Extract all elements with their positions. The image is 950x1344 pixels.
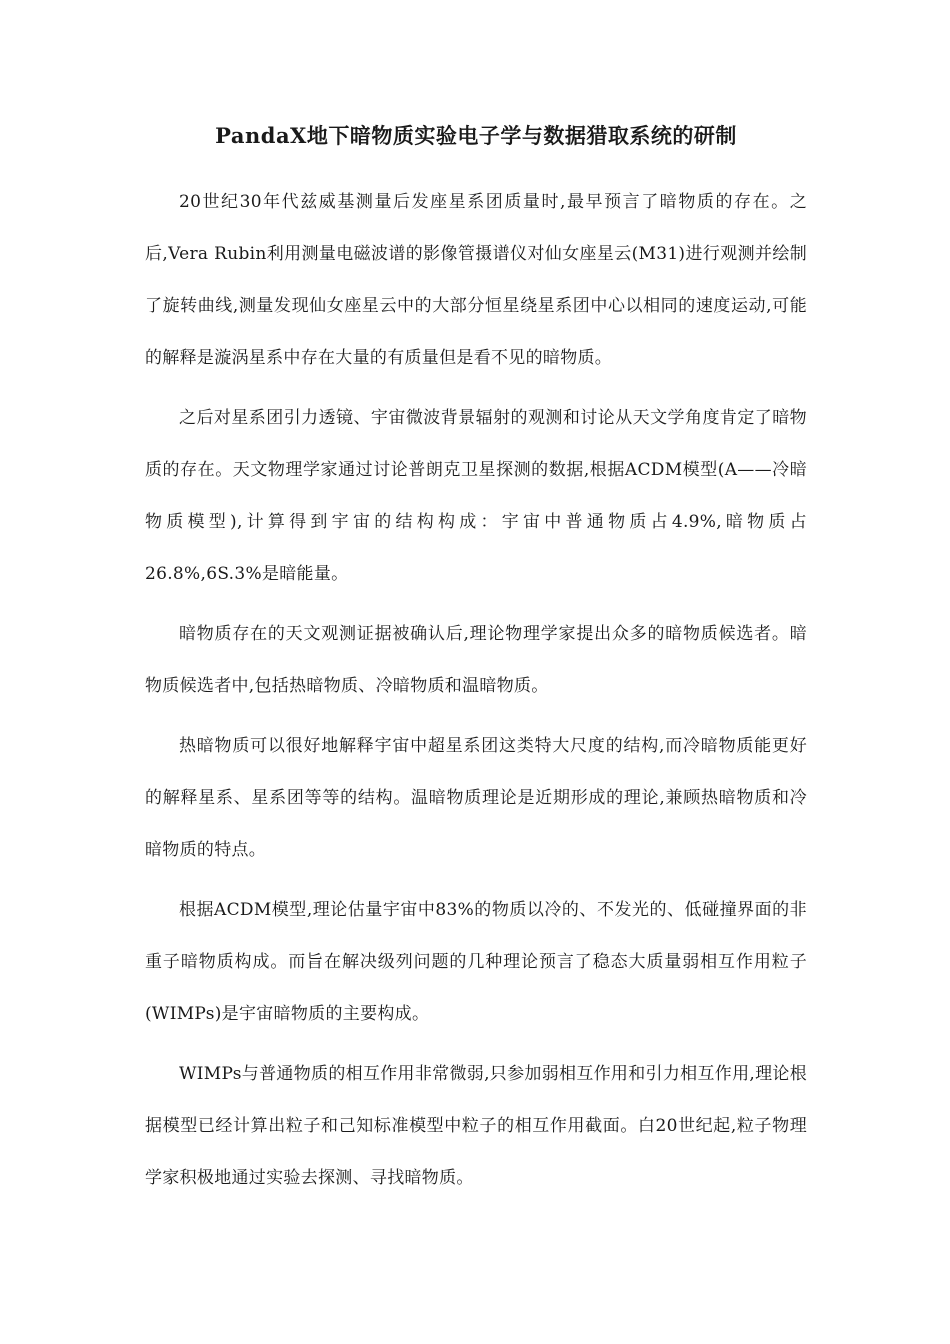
paragraph-1: 20世纪30年代兹威基测量后发座星系团质量时,最早预言了暗物质的存在。之后,Vera Rubin利用测量电磁波谱的影像管摄谱仪对仙女座星云(M31)进行观测并绘制了旋转曲线,测量发现仙女座星云中的大部分恒星绕星系团中心以相同的速度运动,可能的解释是漩涡星系中存在大量的有质量但是看不见的暗物质。: [145, 192, 807, 368]
paragraph-6: WIMPs与普通物质的相互作用非常微弱,只参加弱相互作用和引力相互作用,理论根据模型已经计算出粒子和己知标准模型中粒子的相互作用截面。白20世纪起,粒子物理学家积极地通过实验去探测、寻找暗物质。: [145, 1064, 807, 1188]
paragraph-3: 暗物质存在的天文观测证据被确认后,理论物理学家提出众多的暗物质候选者。暗物质候选者中,包括热暗物质、冷暗物质和温暗物质。: [145, 624, 807, 696]
document-title: PandaX地下暗物质实验电子学与数据猎取系统的研制: [215, 123, 737, 148]
paragraph-2: 之后对星系团引力透镜、宇宙微波背景辐射的观测和讨论从天文学角度肯定了暗物质的存在。天文物理学家通过讨论普朗克卫星探测的数据,根据ACDM模型(A——冷暗物质模型),计算得到宇宙的结构构成：宇宙中普通物质占4.9%,暗物质占26.8%,6S.3%是暗能量。: [145, 408, 807, 584]
paragraph-4: 热暗物质可以很好地解释宇宙中超星系团这类特大尺度的结构,而冷暗物质能更好的解释星系、星系团等等的结构。温暗物质理论是近期形成的理论,兼顾热暗物质和冷暗物质的特点。: [145, 736, 807, 860]
paragraph-5: 根据ACDM模型,理论估量宇宙中83%的物质以冷的、不发光的、低碰撞界面的非重子暗物质构成。而旨在解决级列问题的几种理论预言了稳态大质量弱相互作用粒子(WIMPs)是宇宙暗物质的主要构成。: [145, 900, 807, 1024]
